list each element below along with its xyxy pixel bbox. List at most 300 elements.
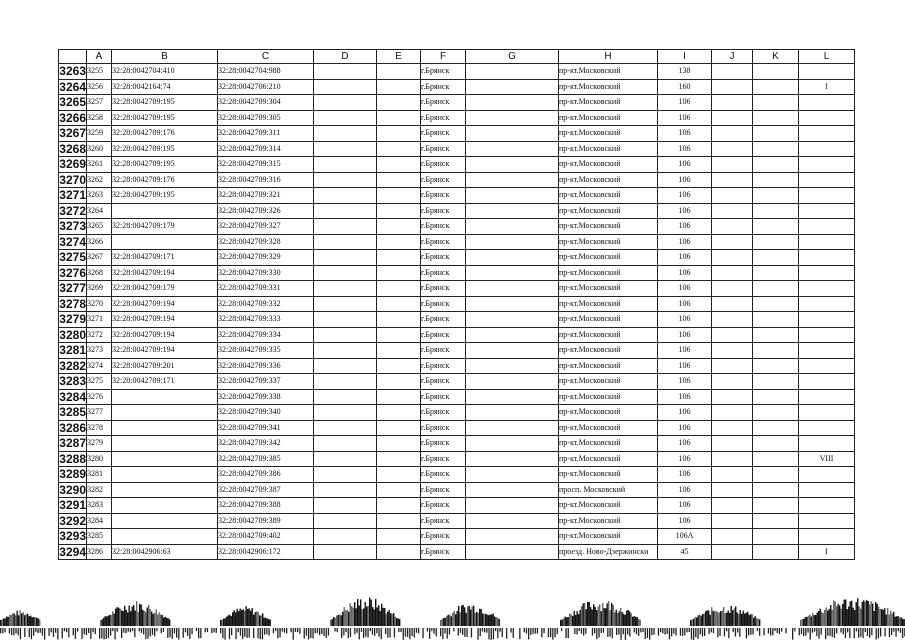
cell-a[interactable]: 3258 bbox=[87, 110, 112, 126]
cell-a[interactable]: 3278 bbox=[87, 420, 112, 436]
cell-k[interactable] bbox=[753, 157, 799, 173]
cell-g[interactable] bbox=[466, 250, 559, 266]
cell-g[interactable] bbox=[466, 498, 559, 514]
cell-h[interactable]: пр-кт.Московский bbox=[559, 110, 658, 126]
cell-e[interactable] bbox=[377, 219, 421, 235]
cell-k[interactable] bbox=[753, 141, 799, 157]
cell-g[interactable] bbox=[466, 219, 559, 235]
cell-d[interactable] bbox=[314, 529, 377, 545]
cell-k[interactable] bbox=[753, 436, 799, 452]
cell-g[interactable] bbox=[466, 265, 559, 281]
cell-e[interactable] bbox=[377, 203, 421, 219]
cell-j[interactable] bbox=[712, 436, 753, 452]
row-header[interactable]: 3282 bbox=[59, 358, 86, 373]
cell-i[interactable]: 106 bbox=[658, 451, 712, 467]
cell-d[interactable] bbox=[314, 203, 377, 219]
cell-k[interactable] bbox=[753, 219, 799, 235]
cell-j[interactable] bbox=[712, 389, 753, 405]
cell-e[interactable] bbox=[377, 95, 421, 111]
row-header[interactable]: 3275 bbox=[59, 250, 86, 265]
cell-h[interactable]: просп. Московский bbox=[559, 482, 658, 498]
cell-c[interactable]: 32:28:0042709:316 bbox=[218, 172, 314, 188]
cell-l[interactable] bbox=[799, 281, 855, 297]
cell-l[interactable]: I bbox=[799, 79, 855, 95]
cell-d[interactable] bbox=[314, 327, 377, 343]
cell-i[interactable]: 138 bbox=[658, 64, 712, 80]
row-header[interactable]: 3270 bbox=[59, 172, 86, 187]
row-header[interactable]: 3264 bbox=[59, 79, 86, 94]
cell-a[interactable]: 3280 bbox=[87, 451, 112, 467]
cell-k[interactable] bbox=[753, 451, 799, 467]
cell-g[interactable] bbox=[466, 405, 559, 421]
row-header[interactable]: 3273 bbox=[59, 219, 86, 234]
cell-c[interactable]: 32:28:0042709:326 bbox=[218, 203, 314, 219]
cell-k[interactable] bbox=[753, 79, 799, 95]
cell-b[interactable]: 32:28:0042709:194 bbox=[112, 327, 218, 343]
cell-a[interactable]: 3286 bbox=[87, 544, 112, 560]
cell-e[interactable] bbox=[377, 265, 421, 281]
cell-j[interactable] bbox=[712, 219, 753, 235]
cell-l[interactable] bbox=[799, 110, 855, 126]
cell-j[interactable] bbox=[712, 482, 753, 498]
cell-k[interactable] bbox=[753, 188, 799, 204]
cell-d[interactable] bbox=[314, 110, 377, 126]
cell-f[interactable]: г.Брянск bbox=[421, 265, 466, 281]
cell-k[interactable] bbox=[753, 405, 799, 421]
cell-g[interactable] bbox=[466, 343, 559, 359]
cell-k[interactable] bbox=[753, 467, 799, 483]
cell-d[interactable] bbox=[314, 141, 377, 157]
cell-k[interactable] bbox=[753, 203, 799, 219]
cell-k[interactable] bbox=[753, 498, 799, 514]
row-header[interactable]: 3281 bbox=[59, 343, 86, 358]
cell-b[interactable] bbox=[112, 482, 218, 498]
cell-j[interactable] bbox=[712, 374, 753, 390]
cell-i[interactable]: 45 bbox=[658, 544, 712, 560]
column-header-l[interactable]: L bbox=[799, 50, 855, 64]
cell-g[interactable] bbox=[466, 312, 559, 328]
cell-c[interactable]: 32:28:0042906:172 bbox=[218, 544, 314, 560]
cell-c[interactable]: 32:28:0042709:331 bbox=[218, 281, 314, 297]
cell-b[interactable]: 32:28:0042709:176 bbox=[112, 126, 218, 142]
cell-f[interactable]: г.Брянск bbox=[421, 420, 466, 436]
cell-j[interactable] bbox=[712, 79, 753, 95]
cell-l[interactable] bbox=[799, 343, 855, 359]
cell-a[interactable]: 3263 bbox=[87, 188, 112, 204]
cell-g[interactable] bbox=[466, 544, 559, 560]
cell-j[interactable] bbox=[712, 157, 753, 173]
cell-i[interactable]: 106 bbox=[658, 281, 712, 297]
cell-a[interactable]: 3267 bbox=[87, 250, 112, 266]
cell-h[interactable]: пр-кт.Московский bbox=[559, 64, 658, 80]
cell-j[interactable] bbox=[712, 203, 753, 219]
cell-b[interactable] bbox=[112, 203, 218, 219]
row-header[interactable]: 3266 bbox=[59, 110, 86, 125]
cell-f[interactable]: г.Брянск bbox=[421, 389, 466, 405]
row-header[interactable]: 3285 bbox=[59, 405, 86, 420]
cell-c[interactable]: 32:28:0042709:336 bbox=[218, 358, 314, 374]
cell-g[interactable] bbox=[466, 513, 559, 529]
cell-a[interactable]: 3277 bbox=[87, 405, 112, 421]
cell-k[interactable] bbox=[753, 327, 799, 343]
row-header[interactable]: 3283 bbox=[59, 374, 86, 389]
row-header[interactable]: 3294 bbox=[59, 544, 86, 559]
cell-e[interactable] bbox=[377, 482, 421, 498]
cell-f[interactable]: г.Брянск bbox=[421, 513, 466, 529]
cell-e[interactable] bbox=[377, 188, 421, 204]
cell-c[interactable]: 32:28:0042709:328 bbox=[218, 234, 314, 250]
cell-j[interactable] bbox=[712, 513, 753, 529]
column-header-c[interactable]: C bbox=[218, 50, 314, 64]
cell-a[interactable]: 3285 bbox=[87, 529, 112, 545]
cell-b[interactable] bbox=[112, 498, 218, 514]
cell-i[interactable]: 106 bbox=[658, 513, 712, 529]
row-header[interactable]: 3268 bbox=[59, 141, 86, 156]
cell-i[interactable]: 106 bbox=[658, 95, 712, 111]
cell-b[interactable] bbox=[112, 529, 218, 545]
column-header-h[interactable]: H bbox=[559, 50, 658, 64]
cell-b[interactable]: 32:28:0042709:194 bbox=[112, 296, 218, 312]
cell-c[interactable]: 32:28:0042706:210 bbox=[218, 79, 314, 95]
cell-a[interactable]: 3270 bbox=[87, 296, 112, 312]
cell-j[interactable] bbox=[712, 296, 753, 312]
cell-g[interactable] bbox=[466, 482, 559, 498]
cell-h[interactable]: пр-кт.Московский bbox=[559, 157, 658, 173]
cell-j[interactable] bbox=[712, 64, 753, 80]
cell-b[interactable]: 32:28:0042709:195 bbox=[112, 110, 218, 126]
cell-i[interactable]: 106 bbox=[658, 312, 712, 328]
cell-b[interactable] bbox=[112, 234, 218, 250]
cell-g[interactable] bbox=[466, 126, 559, 142]
cell-h[interactable]: пр-кт.Московский bbox=[559, 126, 658, 142]
cell-e[interactable] bbox=[377, 343, 421, 359]
cell-g[interactable] bbox=[466, 110, 559, 126]
cell-l[interactable] bbox=[799, 250, 855, 266]
cell-j[interactable] bbox=[712, 327, 753, 343]
cell-i[interactable]: 106 bbox=[658, 265, 712, 281]
cell-h[interactable]: пр-кт.Московский bbox=[559, 436, 658, 452]
cell-e[interactable] bbox=[377, 327, 421, 343]
cell-j[interactable] bbox=[712, 312, 753, 328]
cell-c[interactable]: 32:28:0042709:338 bbox=[218, 389, 314, 405]
cell-a[interactable]: 3257 bbox=[87, 95, 112, 111]
cell-f[interactable]: г.Брянск bbox=[421, 529, 466, 545]
cell-l[interactable] bbox=[799, 234, 855, 250]
cell-j[interactable] bbox=[712, 265, 753, 281]
cell-f[interactable]: г.Брянск bbox=[421, 327, 466, 343]
cell-g[interactable] bbox=[466, 95, 559, 111]
cell-l[interactable]: VIII bbox=[799, 451, 855, 467]
cell-k[interactable] bbox=[753, 513, 799, 529]
cell-l[interactable] bbox=[799, 172, 855, 188]
row-header[interactable]: 3289 bbox=[59, 467, 86, 482]
cell-h[interactable]: пр-кт.Московский bbox=[559, 281, 658, 297]
cell-k[interactable] bbox=[753, 296, 799, 312]
row-header[interactable]: 3293 bbox=[59, 529, 86, 544]
cell-b[interactable]: 32:28:0042906:63 bbox=[112, 544, 218, 560]
cell-e[interactable] bbox=[377, 250, 421, 266]
cell-i[interactable]: 106 bbox=[658, 110, 712, 126]
cell-l[interactable] bbox=[799, 358, 855, 374]
cell-f[interactable]: г.Брянск bbox=[421, 157, 466, 173]
cell-h[interactable]: пр-кт.Московский bbox=[559, 374, 658, 390]
cell-i[interactable]: 106 bbox=[658, 126, 712, 142]
cell-f[interactable]: г.Брянск bbox=[421, 358, 466, 374]
cell-d[interactable] bbox=[314, 79, 377, 95]
cell-k[interactable] bbox=[753, 64, 799, 80]
cell-l[interactable] bbox=[799, 374, 855, 390]
cell-e[interactable] bbox=[377, 64, 421, 80]
cell-h[interactable]: пр-кт.Московский bbox=[559, 451, 658, 467]
row-header[interactable]: 3274 bbox=[59, 234, 86, 249]
row-header[interactable]: 3269 bbox=[59, 157, 86, 172]
row-header[interactable]: 3292 bbox=[59, 513, 86, 528]
cell-l[interactable] bbox=[799, 141, 855, 157]
cell-a[interactable]: 3260 bbox=[87, 141, 112, 157]
cell-e[interactable] bbox=[377, 529, 421, 545]
cell-g[interactable] bbox=[466, 296, 559, 312]
cell-h[interactable]: пр-кт.Московский bbox=[559, 312, 658, 328]
cell-j[interactable] bbox=[712, 250, 753, 266]
cell-b[interactable] bbox=[112, 389, 218, 405]
cell-f[interactable]: г.Брянск bbox=[421, 296, 466, 312]
cell-h[interactable]: проезд. Ново-Дзержински bbox=[559, 544, 658, 560]
cell-b[interactable]: 32:28:0042709:195 bbox=[112, 95, 218, 111]
cell-c[interactable]: 32:28:0042709:388 bbox=[218, 498, 314, 514]
cell-a[interactable]: 3271 bbox=[87, 312, 112, 328]
cell-f[interactable]: г.Брянск bbox=[421, 203, 466, 219]
cell-j[interactable] bbox=[712, 358, 753, 374]
cell-h[interactable]: пр-кт.Московский bbox=[559, 296, 658, 312]
cell-g[interactable] bbox=[466, 172, 559, 188]
cell-l[interactable] bbox=[799, 327, 855, 343]
cell-g[interactable] bbox=[466, 358, 559, 374]
cell-l[interactable] bbox=[799, 219, 855, 235]
cell-h[interactable]: пр-кт.Московский bbox=[559, 358, 658, 374]
cell-i[interactable]: 106 bbox=[658, 234, 712, 250]
cell-i[interactable]: 106 bbox=[658, 327, 712, 343]
cell-f[interactable]: г.Брянск bbox=[421, 126, 466, 142]
cell-d[interactable] bbox=[314, 436, 377, 452]
cell-j[interactable] bbox=[712, 467, 753, 483]
cell-c[interactable]: 32:28:0042709:337 bbox=[218, 374, 314, 390]
column-header-e[interactable]: E bbox=[377, 50, 421, 64]
cell-b[interactable] bbox=[112, 405, 218, 421]
cell-c[interactable]: 32:28:0042709:330 bbox=[218, 265, 314, 281]
cell-d[interactable] bbox=[314, 389, 377, 405]
cell-e[interactable] bbox=[377, 544, 421, 560]
cell-a[interactable]: 3268 bbox=[87, 265, 112, 281]
cell-k[interactable] bbox=[753, 544, 799, 560]
row-header[interactable]: 3288 bbox=[59, 451, 86, 466]
cell-a[interactable]: 3283 bbox=[87, 498, 112, 514]
column-header-a[interactable]: A bbox=[87, 50, 112, 64]
column-header-k[interactable]: K bbox=[753, 50, 799, 64]
cell-g[interactable] bbox=[466, 234, 559, 250]
cell-l[interactable] bbox=[799, 157, 855, 173]
cell-c[interactable]: 32:28:0042709:387 bbox=[218, 482, 314, 498]
cell-f[interactable]: г.Брянск bbox=[421, 343, 466, 359]
cell-i[interactable]: 106 bbox=[658, 219, 712, 235]
cell-b[interactable]: 32:28:0042709:195 bbox=[112, 188, 218, 204]
cell-a[interactable]: 3275 bbox=[87, 374, 112, 390]
cell-k[interactable] bbox=[753, 312, 799, 328]
cell-h[interactable]: пр-кт.Московский bbox=[559, 95, 658, 111]
cell-h[interactable]: пр-кт.Московский bbox=[559, 141, 658, 157]
cell-j[interactable] bbox=[712, 188, 753, 204]
cell-i[interactable]: 106 bbox=[658, 250, 712, 266]
column-header-f[interactable]: F bbox=[421, 50, 466, 64]
cell-j[interactable] bbox=[712, 172, 753, 188]
cell-d[interactable] bbox=[314, 126, 377, 142]
cell-f[interactable]: г.Брянск bbox=[421, 64, 466, 80]
cell-j[interactable] bbox=[712, 544, 753, 560]
cell-d[interactable] bbox=[314, 64, 377, 80]
column-header-b[interactable]: B bbox=[112, 50, 218, 64]
cell-b[interactable]: 32:28:0042709:171 bbox=[112, 374, 218, 390]
cell-d[interactable] bbox=[314, 405, 377, 421]
cell-f[interactable]: г.Брянск bbox=[421, 219, 466, 235]
cell-k[interactable] bbox=[753, 110, 799, 126]
cell-k[interactable] bbox=[753, 126, 799, 142]
cell-b[interactable]: 32:28:0042709:194 bbox=[112, 265, 218, 281]
cell-c[interactable]: 32:28:0042709:334 bbox=[218, 327, 314, 343]
cell-f[interactable]: г.Брянск bbox=[421, 110, 466, 126]
cell-f[interactable]: г.Брянск bbox=[421, 467, 466, 483]
cell-f[interactable]: г.Брянск bbox=[421, 95, 466, 111]
row-header[interactable]: 3272 bbox=[59, 203, 86, 218]
cell-e[interactable] bbox=[377, 405, 421, 421]
row-header[interactable]: 3278 bbox=[59, 296, 86, 311]
cell-h[interactable]: пр-кт.Московский bbox=[559, 188, 658, 204]
cell-h[interactable]: пр-кт.Московский bbox=[559, 498, 658, 514]
cell-h[interactable]: пр-кт.Московский bbox=[559, 420, 658, 436]
cell-j[interactable] bbox=[712, 420, 753, 436]
cell-a[interactable]: 3281 bbox=[87, 467, 112, 483]
cell-f[interactable]: г.Брянск bbox=[421, 234, 466, 250]
cell-a[interactable]: 3276 bbox=[87, 389, 112, 405]
cell-c[interactable]: 32:28:0042709:321 bbox=[218, 188, 314, 204]
cell-e[interactable] bbox=[377, 172, 421, 188]
cell-k[interactable] bbox=[753, 482, 799, 498]
cell-d[interactable] bbox=[314, 451, 377, 467]
cell-l[interactable] bbox=[799, 420, 855, 436]
cell-d[interactable] bbox=[314, 498, 377, 514]
cell-b[interactable] bbox=[112, 451, 218, 467]
row-header[interactable]: 3277 bbox=[59, 281, 86, 296]
cell-e[interactable] bbox=[377, 79, 421, 95]
cell-c[interactable]: 32:28:0042709:342 bbox=[218, 436, 314, 452]
cell-j[interactable] bbox=[712, 234, 753, 250]
cell-l[interactable] bbox=[799, 296, 855, 312]
cell-f[interactable]: г.Брянск bbox=[421, 312, 466, 328]
cell-a[interactable]: 3272 bbox=[87, 327, 112, 343]
cell-b[interactable] bbox=[112, 467, 218, 483]
cell-l[interactable] bbox=[799, 265, 855, 281]
cell-f[interactable]: г.Брянск bbox=[421, 405, 466, 421]
cell-h[interactable]: пр-кт.Московский bbox=[559, 389, 658, 405]
cell-c[interactable]: 32:28:0042709:386 bbox=[218, 467, 314, 483]
row-header[interactable]: 3265 bbox=[59, 95, 86, 110]
cell-h[interactable]: пр-кт.Московский bbox=[559, 265, 658, 281]
cell-e[interactable] bbox=[377, 234, 421, 250]
cell-k[interactable] bbox=[753, 250, 799, 266]
cell-l[interactable] bbox=[799, 126, 855, 142]
cell-e[interactable] bbox=[377, 513, 421, 529]
cell-i[interactable]: 106 bbox=[658, 405, 712, 421]
column-header-g[interactable]: G bbox=[466, 50, 559, 64]
cell-i[interactable]: 160 bbox=[658, 79, 712, 95]
cell-d[interactable] bbox=[314, 513, 377, 529]
cell-i[interactable]: 106 bbox=[658, 203, 712, 219]
cell-e[interactable] bbox=[377, 296, 421, 312]
cell-h[interactable]: пр-кт.Московский bbox=[559, 529, 658, 545]
cell-j[interactable] bbox=[712, 451, 753, 467]
row-header[interactable]: 3286 bbox=[59, 420, 86, 435]
cell-i[interactable]: 106 bbox=[658, 358, 712, 374]
cell-d[interactable] bbox=[314, 172, 377, 188]
cell-i[interactable]: 106 bbox=[658, 296, 712, 312]
cell-d[interactable] bbox=[314, 544, 377, 560]
cell-d[interactable] bbox=[314, 234, 377, 250]
row-header[interactable]: 3287 bbox=[59, 436, 86, 451]
cell-a[interactable]: 3273 bbox=[87, 343, 112, 359]
cell-g[interactable] bbox=[466, 327, 559, 343]
cell-g[interactable] bbox=[466, 203, 559, 219]
row-header[interactable]: 3276 bbox=[59, 265, 86, 280]
cell-h[interactable]: пр-кт.Московский bbox=[559, 343, 658, 359]
cell-g[interactable] bbox=[466, 451, 559, 467]
cell-e[interactable] bbox=[377, 141, 421, 157]
cell-a[interactable]: 3261 bbox=[87, 157, 112, 173]
cell-i[interactable]: 106 bbox=[658, 467, 712, 483]
cell-e[interactable] bbox=[377, 451, 421, 467]
cell-i[interactable]: 106А bbox=[658, 529, 712, 545]
cell-h[interactable]: пр-кт.Московский bbox=[559, 405, 658, 421]
cell-b[interactable]: 32:28:0042709:194 bbox=[112, 312, 218, 328]
cell-h[interactable]: пр-кт.Московский bbox=[559, 203, 658, 219]
cell-j[interactable] bbox=[712, 126, 753, 142]
cell-h[interactable]: пр-кт.Московский bbox=[559, 250, 658, 266]
cell-j[interactable] bbox=[712, 281, 753, 297]
cell-f[interactable]: г.Брянск bbox=[421, 141, 466, 157]
cell-c[interactable]: 32:28:0042709:340 bbox=[218, 405, 314, 421]
cell-j[interactable] bbox=[712, 343, 753, 359]
cell-l[interactable] bbox=[799, 498, 855, 514]
cell-e[interactable] bbox=[377, 436, 421, 452]
cell-g[interactable] bbox=[466, 529, 559, 545]
cell-e[interactable] bbox=[377, 126, 421, 142]
cell-b[interactable]: 32:28:0042709:176 bbox=[112, 172, 218, 188]
cell-h[interactable]: пр-кт.Московский bbox=[559, 327, 658, 343]
cell-c[interactable]: 32:28:0042709:311 bbox=[218, 126, 314, 142]
row-header[interactable]: 3279 bbox=[59, 312, 86, 327]
cell-g[interactable] bbox=[466, 420, 559, 436]
cell-c[interactable]: 32:28:0042709:315 bbox=[218, 157, 314, 173]
cell-h[interactable]: пр-кт.Московский bbox=[559, 467, 658, 483]
row-header[interactable]: 3290 bbox=[59, 482, 86, 497]
cell-k[interactable] bbox=[753, 234, 799, 250]
cell-j[interactable] bbox=[712, 405, 753, 421]
cell-b[interactable]: 32:28:0042709:201 bbox=[112, 358, 218, 374]
cell-e[interactable] bbox=[377, 358, 421, 374]
cell-a[interactable]: 3259 bbox=[87, 126, 112, 142]
cell-g[interactable] bbox=[466, 157, 559, 173]
cell-c[interactable]: 32:28:0042704:988 bbox=[218, 64, 314, 80]
cell-e[interactable] bbox=[377, 389, 421, 405]
cell-h[interactable]: пр-кт.Московский bbox=[559, 79, 658, 95]
cell-i[interactable]: 106 bbox=[658, 374, 712, 390]
